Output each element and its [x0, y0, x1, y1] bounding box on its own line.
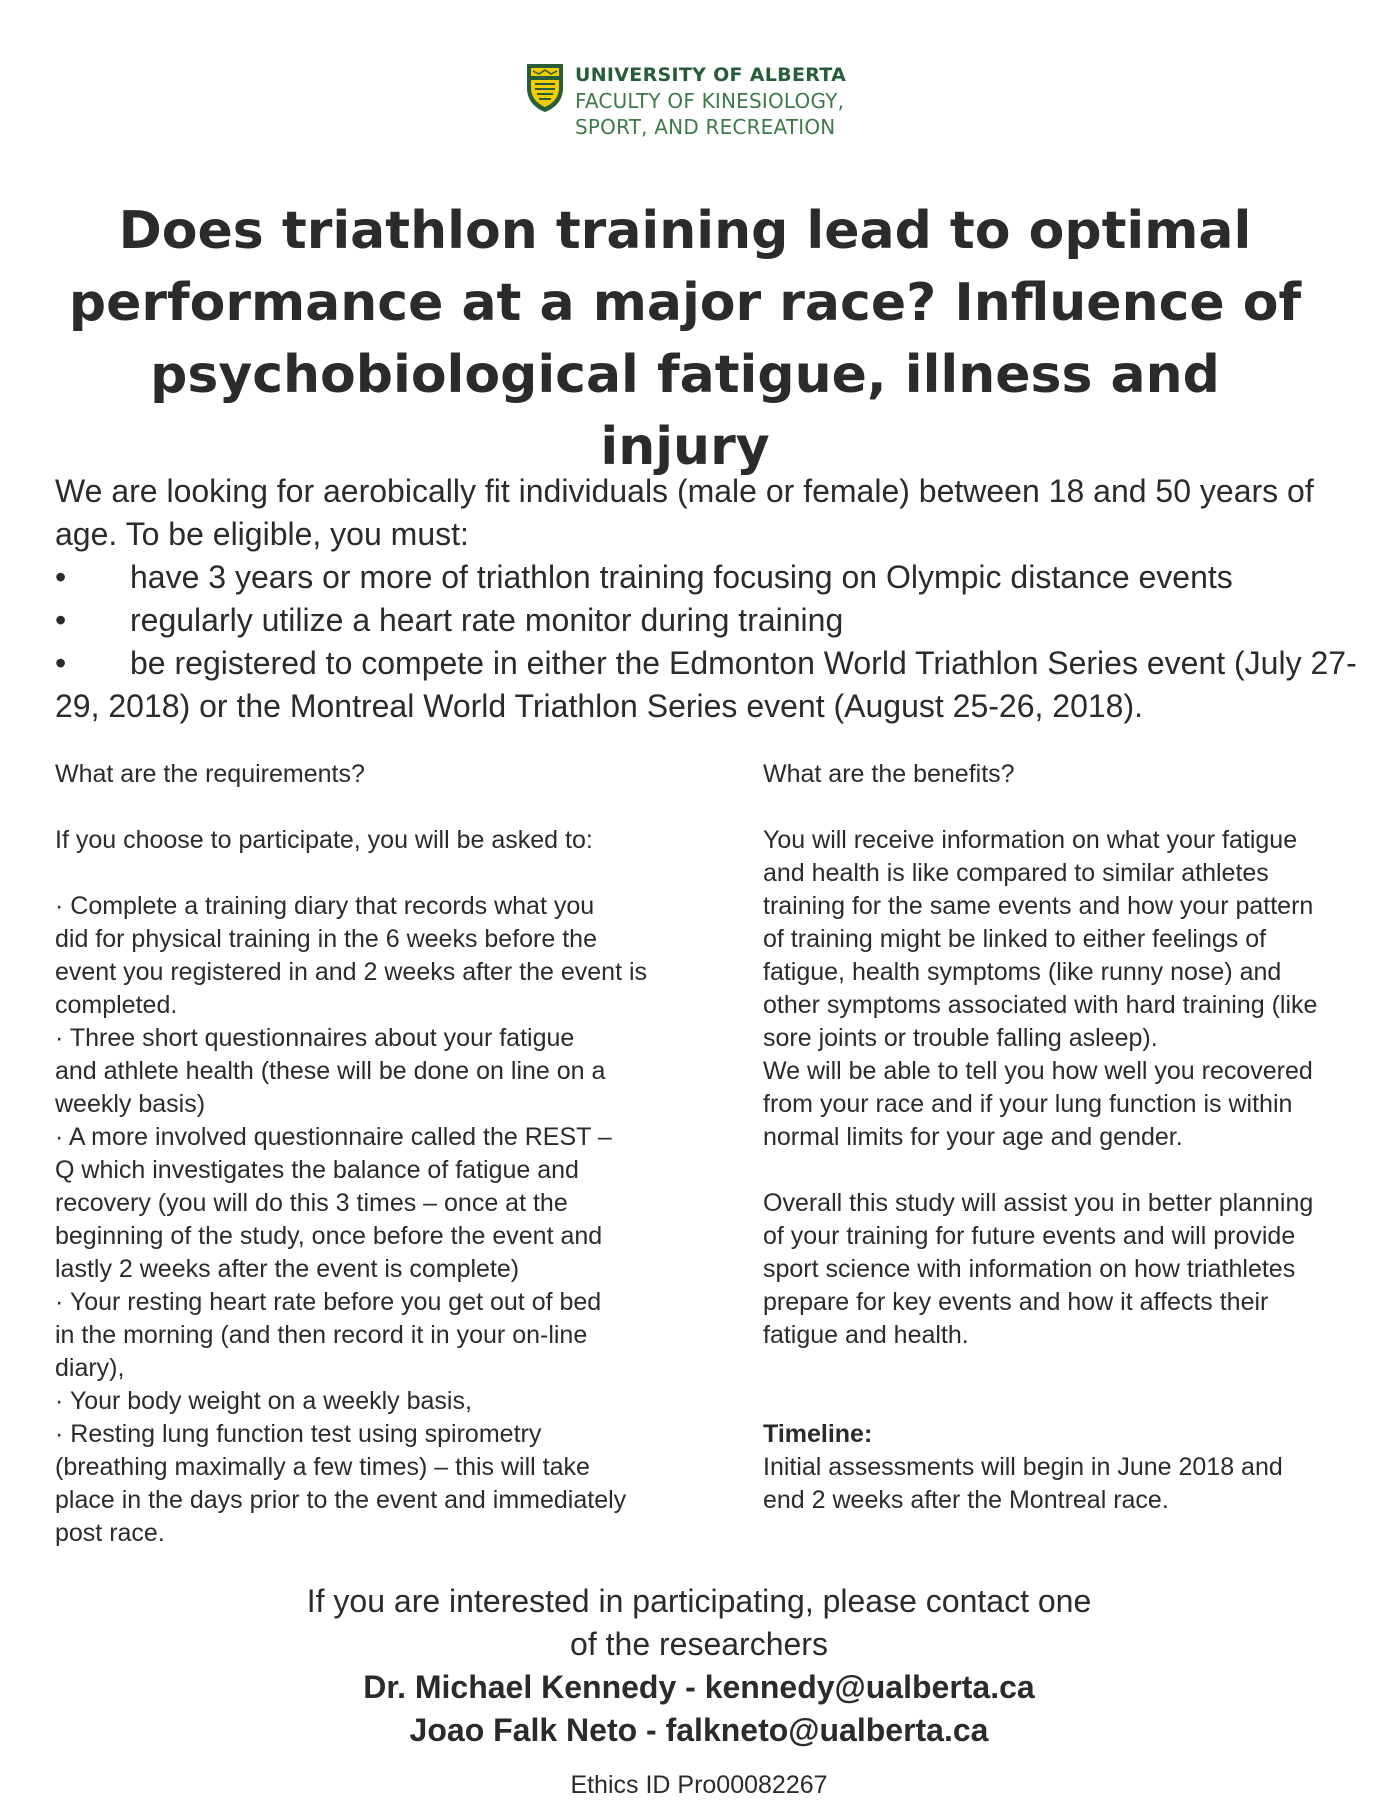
benefits-paragraph-2: We will be able to tell you how well you recovered from your race and if your lung function is within normal limits for your age and gender. [763, 1057, 1313, 1151]
university-crest-icon [525, 62, 565, 114]
ethics-id: Ethics ID Pro00082267 [570, 1771, 828, 1799]
eligibility-item-1 [55, 556, 1355, 599]
bullet-icon: • [55, 602, 67, 638]
requirements-heading: What are the requirements? [55, 760, 365, 788]
title-line-1: Does triathlon training lead to optimal [118, 201, 1252, 261]
researcher-contact-2: Joao Falk Neto - falkneto@ualberta.ca [409, 1712, 989, 1748]
benefits-paragraph-3: Overall this study will assist you in better planning of your training for future events and will provide sport science with information on how triathletes prepare for key events and how it affects their fatigue and health. [763, 1189, 1314, 1349]
requirement-item: · A more involved questionnaire called the REST – Q which investigates the balance of fatigue and recovery (you will do this 3 times – once at the beginning of the study, once before the event and lastly 2 weeks after the event is complete) [55, 1123, 612, 1283]
timeline-label: Timeline: [763, 1420, 873, 1448]
contact-line-2: of the researchers [570, 1626, 828, 1662]
benefits-column [763, 758, 1363, 1517]
intro-line-1: We are looking for aerobically fit individuals (male or female) between 18 and 50 years of [55, 473, 1314, 509]
contact-line-1: If you are interested in participating, please contact one [306, 1583, 1092, 1619]
requirements-column [55, 758, 655, 1550]
requirement-item: · Resting lung function test using spirometry (breathing maximally a few times) – this will take place in the days prior to the event and immediately post race. [55, 1420, 627, 1547]
requirement-item: · Your resting heart rate before you get out of bed in the morning (and then record it in your on-line diary), [55, 1288, 602, 1382]
university-logo [525, 62, 846, 140]
bullet-icon: • [55, 645, 67, 681]
eligibility-item-3 [55, 642, 1355, 685]
benefits-heading: What are the benefits? [763, 760, 1015, 788]
title-line-3: psychobiological fatigue, illness and injury [150, 345, 1220, 477]
eligibility-item-2 [55, 599, 1355, 642]
benefits-paragraph-1: You will receive information on what your fatigue and health is like compared to similar athletes training for the same events and how your pattern of training might be linked to either feelings of fatigue, health symptoms (like runny nose) and other symptoms associated with hard training (like sore joints or trouble falling asleep). [763, 826, 1318, 1052]
researcher-contact-1: Dr. Michael Kennedy - kennedy@ualberta.ca [363, 1669, 1035, 1705]
eligibility-item-text: be registered to compete in either the Edmonton World Triathlon Series event (July 27- [130, 645, 1357, 681]
requirement-item: · Your body weight on a weekly basis, [55, 1387, 472, 1415]
timeline-text: Initial assessments will begin in June 2018 and end 2 weeks after the Montreal race. [763, 1453, 1283, 1514]
faculty-name-line-1: FACULTY OF KINESIOLOGY, [575, 89, 845, 113]
eligibility-item-text: regularly utilize a heart rate monitor during training [130, 602, 844, 638]
eligibility-item-continuation: 29, 2018) or the Montreal World Triathlon Series event (August 25-26, 2018). [55, 688, 1144, 724]
intro-line-2: age. To be eligible, you must: [55, 516, 469, 552]
faculty-name-line-2: SPORT, AND RECREATION [575, 115, 836, 139]
university-name: UNIVERSITY OF ALBERTA [575, 64, 847, 86]
requirement-item: · Complete a training diary that records what you did for physical training in the 6 weeks before the event you registered in and 2 weeks after the event is completed. [55, 892, 648, 1019]
title-line-2: performance at a major race? Influence of [68, 273, 1302, 333]
eligibility-item-text: have 3 years or more of triathlon training focusing on Olympic distance events [130, 559, 1233, 595]
eligibility-intro [55, 470, 1355, 728]
page-title [60, 195, 1310, 483]
contact-section [0, 1580, 1398, 1752]
requirements-lead: If you choose to participate, you will be asked to: [55, 826, 593, 854]
requirement-item: · Three short questionnaires about your fatigue and athlete health (these will be done on line on a weekly basis) [55, 1024, 606, 1118]
bullet-icon: • [55, 559, 67, 595]
